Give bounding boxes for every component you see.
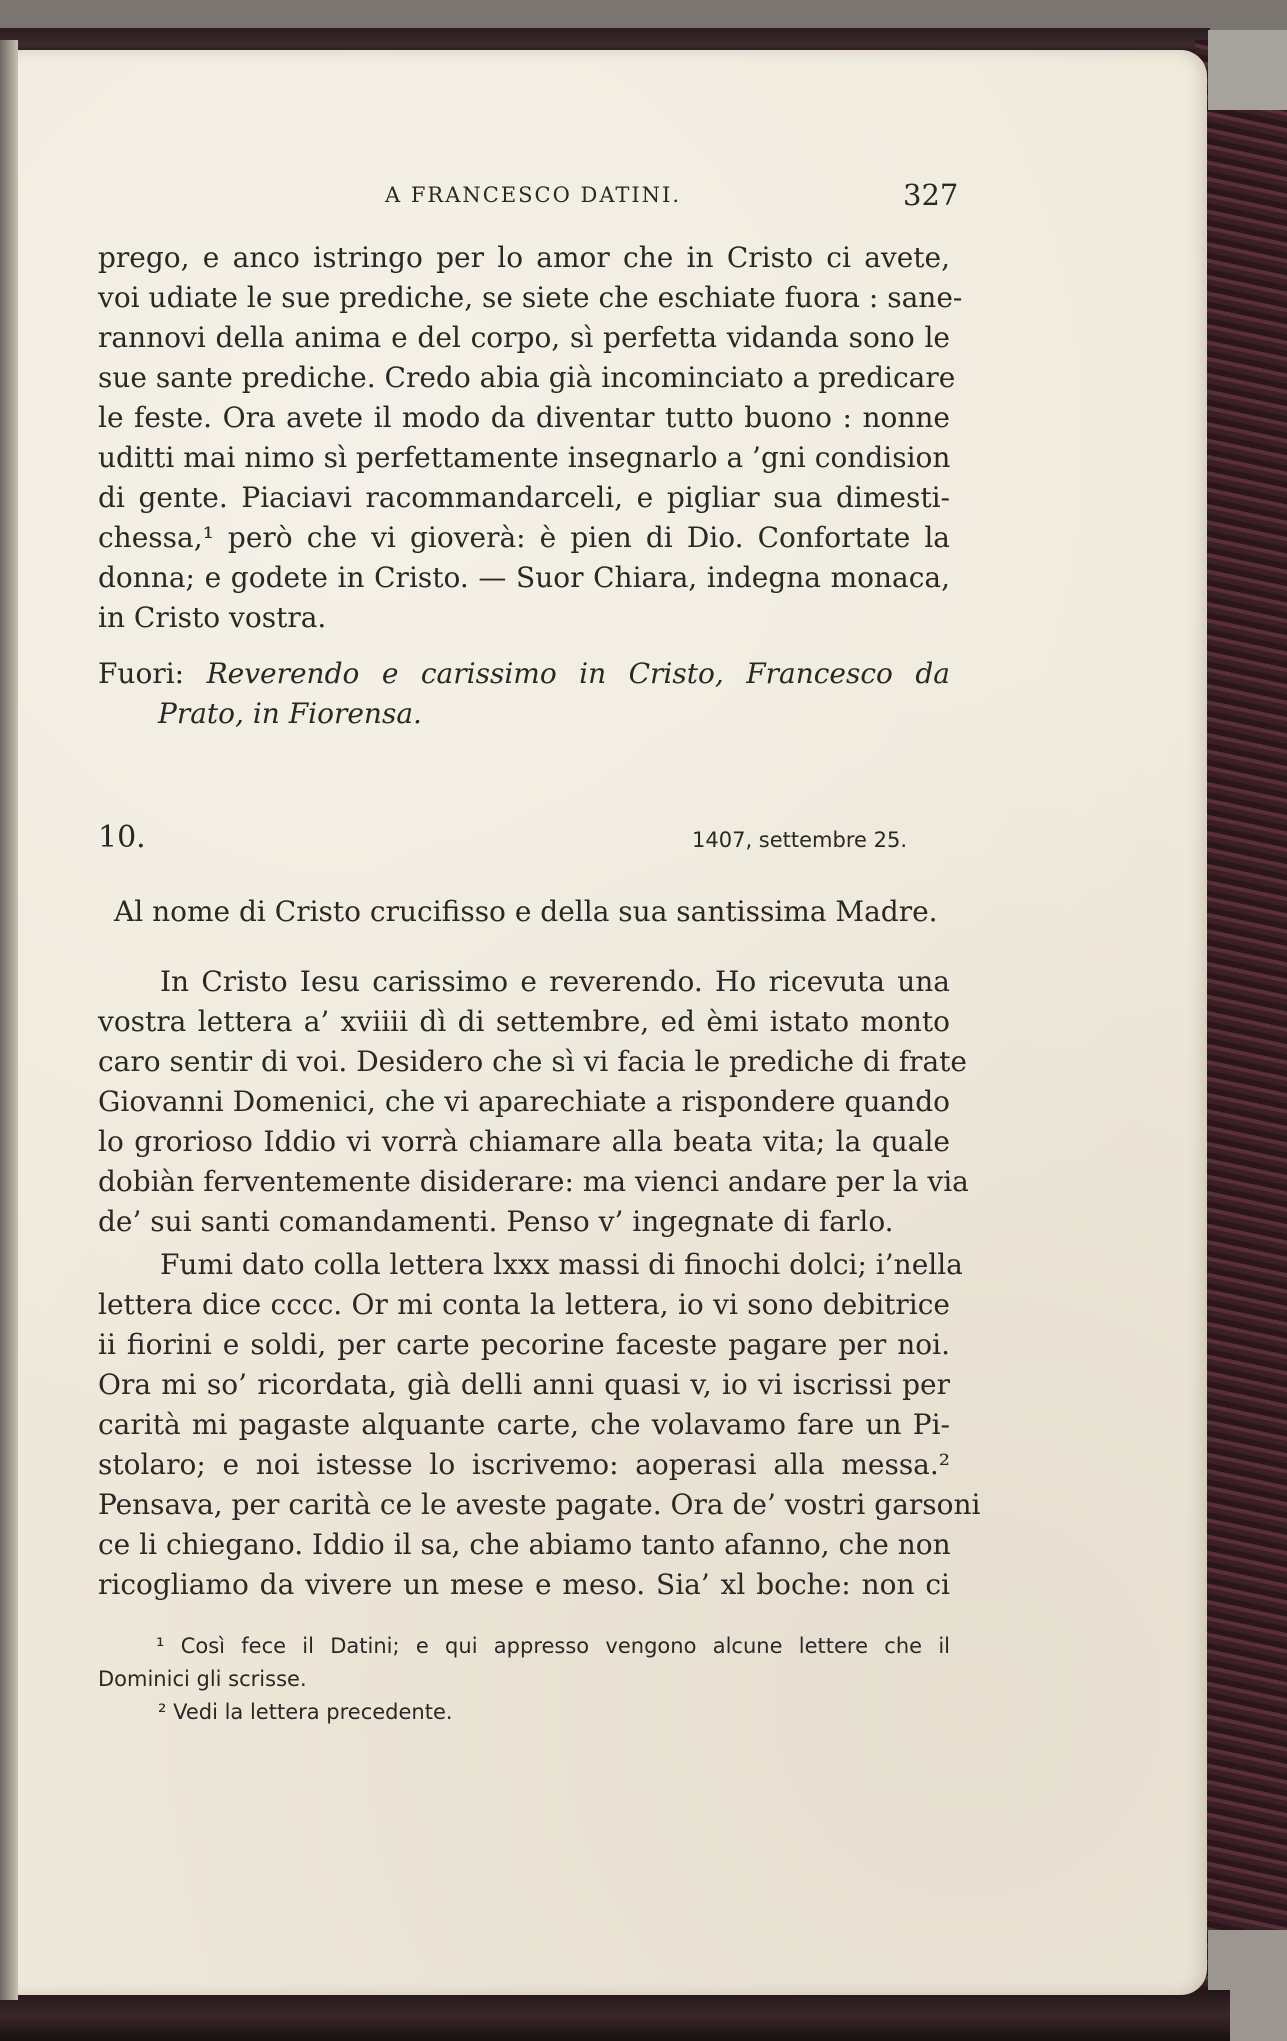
text-line: lettera dice cccc. Or mi conta la lettera, io vi sono debitrice: [98, 1288, 950, 1321]
text-line: chessa,¹ però che vi gioverà: è pien di Dio. Confortate la: [98, 521, 950, 554]
text-line: le feste. Ora avete il modo da diventar tutto buono : nonne: [98, 401, 950, 434]
text-line: vostra lettera a’ xviiii dì di settembre, ed èmi istato monto: [98, 1005, 950, 1038]
text-line: de’ sui santi comandamenti. Penso v’ ingegnate di farlo.: [98, 1205, 894, 1238]
text-line: donna; e godete in Cristo. — Suor Chiara, indegna monaca,: [98, 561, 950, 594]
text-line: prego, e anco istringo per lo amor che in Cristo ci avete,: [98, 241, 950, 274]
footnotes: [98, 1630, 950, 1729]
text-line: sue sante prediche. Credo abia già incominciato a predicare: [98, 361, 956, 394]
text-line: In Cristo Iesu carissimo e reverendo. Ho ricevuta una: [160, 965, 950, 998]
book-cover-edge: [1195, 40, 1287, 2000]
footnote-1-line-1: ¹ Così fece il Datini; e qui appresso vengono alcune lettere che il: [156, 1634, 950, 1658]
page-number: 327: [903, 178, 959, 212]
spine-shadow: [0, 40, 18, 2000]
running-head: A FRANCESCO DATINI.: [385, 183, 682, 207]
text-line: voi udiate le sue prediche, se siete che eschiate fuora : sane-: [98, 281, 963, 314]
text-line: caro sentir di voi. Desidero che sì vi facia le prediche di frate: [98, 1045, 967, 1078]
footnote-2: ² Vedi la lettera precedente.: [158, 1700, 453, 1724]
address-label: Fuori:: [98, 657, 185, 690]
text-line: ce li chiegano. Iddio il sa, che abiamo tanto afanno, che non: [98, 1528, 951, 1561]
text-line: lo grorioso Iddio vi vorrà chiamare alla beata vita; la quale: [98, 1125, 950, 1158]
text-line: dobiàn ferventemente disiderare: ma vienci andare per la via: [98, 1165, 969, 1198]
letter-10-paragraph-2: [98, 1245, 981, 1605]
address-line-1: [98, 654, 950, 694]
text-line: di gente. Piaciavi racommandarceli, e pigliar sua dimesti-: [98, 481, 950, 514]
text-line: stolaro; e noi istesse lo iscrivemo: aoperasi alla messa.²: [98, 1448, 950, 1481]
letter-number: 10.: [98, 820, 146, 855]
book-bottom-edge: [0, 1990, 1230, 2041]
cover-corner-top: [1208, 30, 1287, 110]
text-line: in Cristo vostra.: [98, 601, 327, 634]
address-line-2: Prato, in Fiorensa.: [158, 697, 422, 730]
text-line: ii fiorini e soldi, per carte pecorine faceste pagare per noi.: [98, 1328, 950, 1361]
text-line: uditti mai nimo sì perfettamente insegnarlo a ’gni condision: [98, 441, 951, 474]
letter-date: 1407, settembre 25.: [692, 828, 907, 852]
text-line: Ora mi so’ ricordata, già delli anni quasi v, io vi iscrissi per: [98, 1368, 950, 1401]
text-line: rannovi della anima e del corpo, sì perfetta vidanda sono le: [98, 321, 950, 354]
letter-10-paragraph-1: [98, 962, 969, 1242]
address-block: [98, 654, 950, 734]
invocation: Al nome di Cristo crucifisso e della sua santissima Madre.: [114, 895, 938, 928]
text-line: Pensava, per carità ce le aveste pagate. Ora de’ vostri garsoni: [98, 1488, 981, 1521]
letter-9-closing: [98, 238, 963, 638]
text-line: Giovanni Domenici, che vi aparechiate a rispondere quando: [98, 1085, 950, 1118]
text-line: ricogliamo da vivere un mese e meso. Sia’ xl boche: non ci: [98, 1568, 950, 1601]
footnote-1-line-2: Dominici gli scrisse.: [98, 1667, 307, 1691]
text-line: carità mi pagaste alquante carte, che volavamo fare un Pi-: [98, 1408, 950, 1441]
address-text-1: Reverendo e carissimo in Cristo, Francesco da: [206, 657, 950, 690]
text-line: Fumi dato colla lettera lxxx massi di finochi dolci; i’nella: [160, 1248, 963, 1281]
